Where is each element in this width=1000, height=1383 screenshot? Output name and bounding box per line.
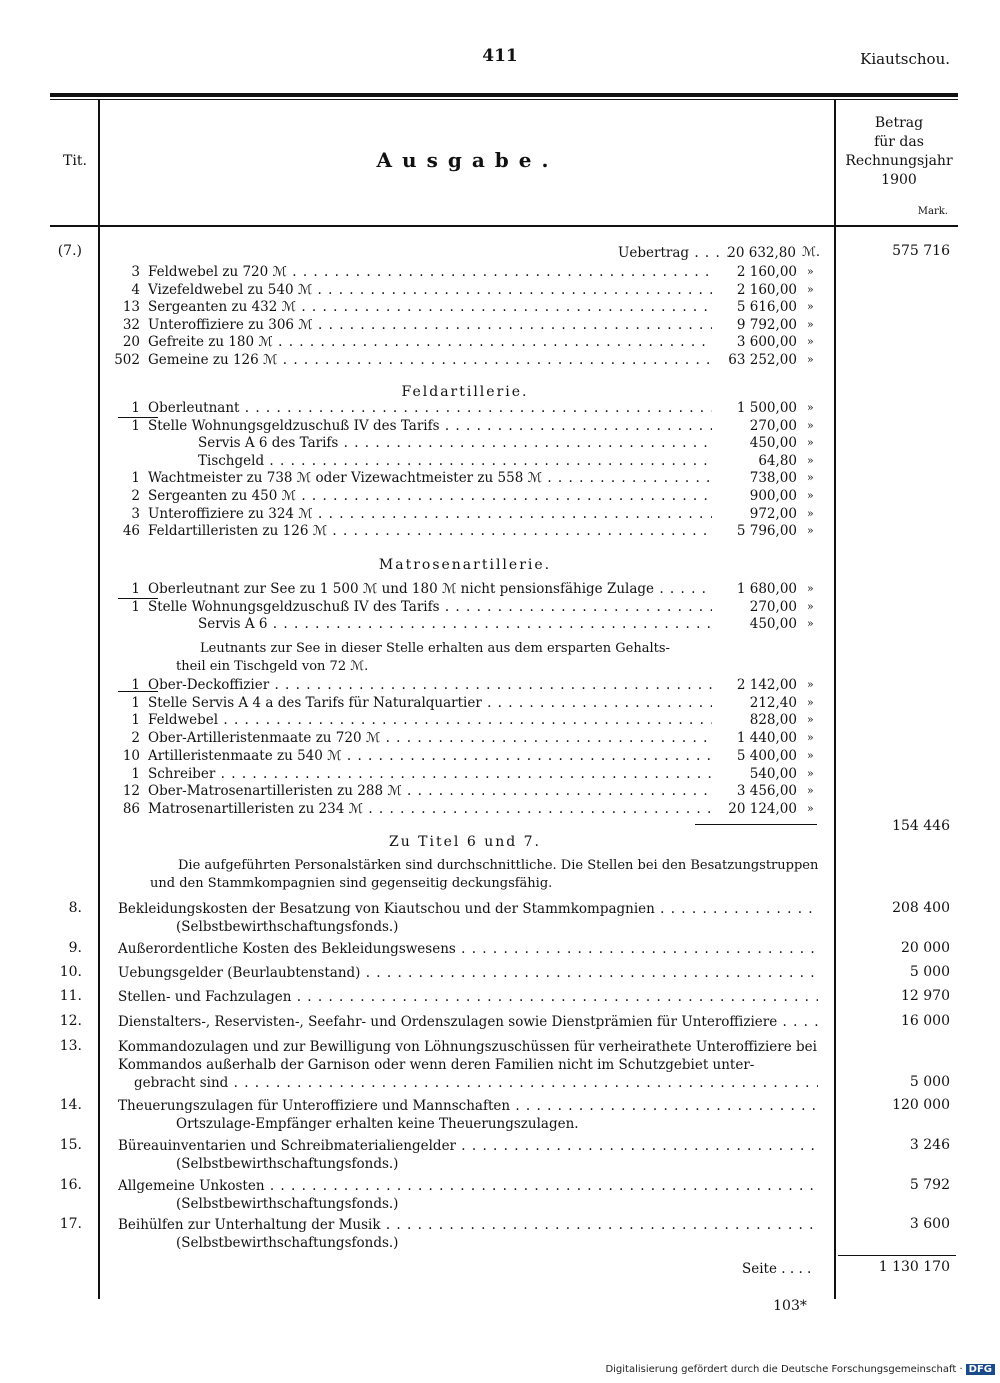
line-item bbox=[100, 434, 830, 452]
line-item-amount: 3 456,00 bbox=[736, 783, 797, 800]
line-item bbox=[100, 316, 830, 334]
line-item bbox=[100, 263, 830, 281]
line-item-amount: 2 142,00 bbox=[736, 677, 797, 693]
unit-header: Mark. bbox=[917, 206, 948, 217]
ditto-mark: » bbox=[807, 801, 814, 815]
line-item bbox=[100, 615, 830, 633]
top-rule-thin bbox=[50, 99, 958, 100]
line-item-label: Stelle Wohnungsgeldzuschuß IV des Tarifs . . . bbox=[148, 598, 712, 616]
betrag-header bbox=[838, 114, 960, 190]
line-item-label: Ober-Artilleristenmaate zu 720 ℳ . . . bbox=[148, 729, 712, 747]
ditto-mark: » bbox=[807, 335, 814, 348]
header-rule bbox=[50, 225, 958, 227]
title-text-line: Außerordentliche Kosten des Bekleidungswesens . . . bbox=[118, 940, 818, 958]
line-item-count: 3 bbox=[131, 505, 140, 522]
ditto-mark: » bbox=[807, 436, 814, 450]
total-seite: 1 130 170 bbox=[878, 1259, 950, 1275]
ditto-mark: » bbox=[807, 317, 814, 331]
dfg-credit-text: Digitalisierung gefördert durch die Deutsche Forschungsgemeinschaft · bbox=[605, 1364, 963, 1375]
line-item-label: Vizefeldwebel zu 540 ℳ . . . bbox=[148, 281, 712, 299]
seite-row bbox=[720, 1260, 830, 1278]
line-item bbox=[100, 711, 830, 729]
line-item-count: 10 bbox=[122, 747, 140, 764]
line-item-amount: 63 252,00 bbox=[728, 351, 797, 368]
ditto-mark: » bbox=[807, 599, 814, 613]
title-text-line: (Selbstbewirthschaftungsfonds.) bbox=[176, 1156, 399, 1172]
line-item-count: 1 bbox=[131, 417, 140, 434]
note-line: theil ein Tischgeld von 72 ℳ. bbox=[176, 659, 369, 674]
title-text-line: (Selbstbewirthschaftungsfonds.) bbox=[176, 919, 399, 935]
line-item bbox=[100, 417, 830, 435]
line-item-label: Feldartilleristen zu 126 ℳ . . . bbox=[148, 522, 712, 540]
line-item bbox=[100, 800, 830, 818]
line-item-count: 86 bbox=[122, 800, 140, 817]
line-item bbox=[100, 351, 830, 369]
line-item-amount: 20 124,00 bbox=[728, 800, 797, 817]
line-item-amount: 270,00 bbox=[749, 417, 797, 434]
title-total: 3 600 bbox=[909, 1216, 950, 1232]
title-number: 9. bbox=[68, 940, 82, 956]
line-item-label: Sergeanten zu 450 ℳ . . . bbox=[148, 487, 712, 505]
line-item bbox=[100, 676, 830, 694]
title-total: 12 970 bbox=[901, 988, 950, 1004]
ditto-mark: » bbox=[807, 695, 814, 709]
title-total: 5 792 bbox=[909, 1177, 950, 1193]
titel-note bbox=[118, 857, 823, 893]
line-item-count: 502 bbox=[114, 351, 140, 368]
line-item-label: Feldwebel zu 720 ℳ . . . bbox=[148, 263, 712, 281]
ditto-mark: » bbox=[807, 282, 814, 296]
heading-matrosenartillerie: Matrosenartillerie. bbox=[378, 557, 552, 573]
title-text-line: (Selbstbewirthschaftungsfonds.) bbox=[176, 1196, 399, 1212]
ditto-mark: » bbox=[807, 506, 814, 520]
line-item bbox=[100, 694, 830, 712]
title-text-line: Bekleidungskosten der Besatzung von Kiautschou und der Stammkompagnien . . . bbox=[118, 900, 818, 918]
ditto-mark: » bbox=[807, 401, 814, 414]
line-item-label: Unteroffiziere zu 324 ℳ . . . bbox=[148, 505, 712, 523]
ditto-mark: » bbox=[807, 713, 814, 727]
title-text-line: Theuerungszulagen für Unteroffiziere und Mannschaften . . . bbox=[118, 1097, 818, 1115]
line-item-label: Gefreite zu 180 ℳ . . . bbox=[148, 333, 712, 351]
title-text-line: Beihülfen zur Unterhaltung der Musik . . . bbox=[118, 1216, 818, 1234]
top-rule bbox=[50, 93, 958, 97]
uebertrag-row bbox=[560, 244, 830, 262]
ditto-mark: » bbox=[807, 731, 814, 745]
line-item bbox=[100, 469, 830, 487]
title-total: 5 000 bbox=[909, 1074, 950, 1090]
line-item-label: Wachtmeister zu 738 ℳ oder Vizewachtmeister zu 558 ℳ . . . bbox=[148, 469, 712, 487]
betrag-line-3: Rechnungsjahr bbox=[845, 153, 953, 169]
line-item-amount: 1 440,00 bbox=[736, 730, 797, 747]
column-rule-right bbox=[834, 99, 836, 1299]
line-item-count: 2 bbox=[131, 730, 140, 747]
line-item bbox=[100, 598, 830, 616]
line-item-count: 2 bbox=[131, 488, 140, 504]
ditto-mark: » bbox=[807, 678, 814, 691]
line-item-amount: 5 400,00 bbox=[736, 747, 797, 764]
line-item-count: 1 bbox=[131, 694, 140, 711]
line-item-amount: 212,40 bbox=[749, 694, 797, 711]
title-number: 8. bbox=[68, 900, 82, 916]
line-item-label: Servis A 6 des Tarifs . . . bbox=[198, 434, 712, 452]
line-item-amount: 9 792,00 bbox=[736, 316, 797, 333]
sum-rule bbox=[695, 824, 817, 825]
line-item-amount: 5 796,00 bbox=[736, 523, 797, 540]
ditto-mark: » bbox=[807, 524, 814, 538]
betrag-line-1: Betrag bbox=[874, 115, 924, 131]
leutnant-note bbox=[176, 640, 820, 676]
lit-header: Tit. bbox=[63, 153, 87, 169]
dfg-logo: DFG bbox=[966, 1364, 995, 1375]
line-item bbox=[100, 333, 830, 351]
ditto-mark: » bbox=[807, 352, 814, 366]
page-title: Ausgabe. bbox=[376, 148, 559, 172]
title-text-line: Allgemeine Unkosten . . . bbox=[118, 1177, 818, 1195]
betrag-line-2: für das bbox=[874, 134, 924, 150]
title-total: 16 000 bbox=[901, 1013, 950, 1029]
note-line: und den Stammkompagnien sind gegenseitig deckungsfähig. bbox=[150, 876, 553, 891]
line-item-amount: 64,80 bbox=[758, 452, 797, 469]
line-item bbox=[100, 782, 830, 800]
title-number: 16. bbox=[59, 1177, 82, 1193]
line-item-label: Oberleutnant zur See zu 1 500 ℳ und 180 ℳ nicht pensionsfähige Zulage . . . bbox=[148, 580, 712, 598]
title-text-line: Kommandozulagen und zur Bewilligung von Löhnungszuschüssen für verheirathete Unteroffiziere bei bbox=[118, 1039, 817, 1055]
line-item-label: Gemeine zu 126 ℳ . . . bbox=[148, 351, 712, 369]
line-item-amount: 2 160,00 bbox=[736, 281, 797, 298]
uebertrag-amount: 20 632,80 bbox=[727, 245, 796, 261]
line-item bbox=[100, 281, 830, 299]
footer-number: 103* bbox=[773, 1298, 807, 1314]
line-item-count: 46 bbox=[122, 523, 140, 540]
line-item-amount: 270,00 bbox=[749, 598, 797, 615]
title-number: 12. bbox=[59, 1013, 82, 1029]
line-item-label: Ober-Deckoffizier . . . bbox=[148, 676, 712, 694]
title-text-line: gebracht sind . . . bbox=[134, 1074, 818, 1092]
line-item-amount: 972,00 bbox=[749, 505, 797, 522]
line-item-amount: 450,00 bbox=[749, 435, 797, 452]
line-item bbox=[100, 505, 830, 523]
line-item-label: Tischgeld . . . bbox=[198, 452, 712, 470]
note-line: Die aufgeführten Personalstärken sind durchschnittliche. Die Stellen bei den Besatzungstruppen bbox=[178, 858, 819, 873]
ditto-mark: » bbox=[807, 766, 814, 780]
uebertrag-label: Uebertrag . . . bbox=[618, 244, 728, 262]
sum-rule bbox=[838, 1255, 956, 1256]
title-total: 20 000 bbox=[901, 940, 950, 956]
title-total: 120 000 bbox=[892, 1097, 950, 1113]
title-text-line: (Selbstbewirthschaftungsfonds.) bbox=[176, 1235, 399, 1251]
line-item-label: Feldwebel . . . bbox=[148, 711, 712, 729]
line-item bbox=[100, 765, 830, 783]
ditto-mark: » bbox=[807, 582, 814, 595]
line-item-count: 12 bbox=[122, 783, 140, 800]
title-text-line: Stellen- und Fachzulagen . . . bbox=[118, 988, 818, 1006]
ditto-mark: » bbox=[807, 418, 814, 432]
ditto-mark: » bbox=[807, 617, 814, 630]
line-item-amount: 828,00 bbox=[749, 712, 797, 729]
total-titel-7: 154 446 bbox=[892, 818, 950, 834]
note-line: Leutnants zur See in dieser Stelle erhalten aus dem ersparten Gehalts- bbox=[200, 641, 670, 656]
line-item-label: Artilleristenmaate zu 540 ℳ . . . bbox=[148, 747, 712, 765]
uebertrag-unit: ℳ. bbox=[802, 245, 821, 260]
line-item-label: Matrosenartilleristen zu 234 ℳ . . . bbox=[148, 800, 712, 818]
line-item-count: 1 bbox=[131, 677, 140, 693]
heading-zu-titel: Zu Titel 6 und 7. bbox=[388, 834, 541, 850]
line-item bbox=[100, 522, 830, 540]
line-item-amount: 3 600,00 bbox=[736, 334, 797, 350]
line-item-count: 1 bbox=[131, 581, 140, 597]
ditto-mark: » bbox=[807, 300, 814, 313]
line-item-count: 32 bbox=[122, 316, 140, 333]
line-item-label: Unteroffiziere zu 306 ℳ . . . bbox=[148, 316, 712, 334]
ditto-mark: » bbox=[807, 471, 814, 485]
line-item-count: 13 bbox=[122, 299, 140, 315]
lit-number: (7.) bbox=[57, 243, 82, 259]
title-total: 3 246 bbox=[909, 1137, 950, 1153]
ditto-mark: » bbox=[807, 748, 814, 762]
line-item bbox=[100, 729, 830, 747]
title-text-line: Uebungsgelder (Beurlaubtenstand) . . . bbox=[118, 964, 818, 982]
title-total: 5 000 bbox=[909, 964, 950, 980]
ditto-mark: » bbox=[807, 784, 814, 798]
ditto-mark: » bbox=[807, 453, 814, 467]
title-number: 11. bbox=[59, 988, 82, 1004]
line-item bbox=[100, 747, 830, 765]
line-item-count: 1 bbox=[131, 712, 140, 729]
line-item bbox=[100, 487, 830, 505]
line-item bbox=[100, 452, 830, 470]
title-number: 15. bbox=[59, 1137, 82, 1153]
line-item-amount: 738,00 bbox=[749, 470, 797, 487]
line-item-label: Stelle Wohnungsgeldzuschuß IV des Tarifs . . . bbox=[148, 417, 712, 435]
ditto-mark: » bbox=[807, 265, 814, 278]
line-item-amount: 900,00 bbox=[749, 488, 797, 504]
line-item bbox=[100, 399, 830, 417]
line-item-label: Servis A 6 . . . bbox=[198, 615, 712, 633]
total-uebertrag: 575 716 bbox=[892, 243, 950, 259]
title-number: 14. bbox=[59, 1097, 82, 1113]
line-item-amount: 450,00 bbox=[749, 616, 797, 632]
line-item-label: Sergeanten zu 432 ℳ . . . bbox=[148, 298, 712, 316]
line-item-count: 1 bbox=[131, 765, 140, 782]
line-item-count: 20 bbox=[122, 334, 140, 350]
line-item-label: Oberleutnant . . . bbox=[148, 399, 712, 417]
page-number: 411 bbox=[482, 46, 518, 66]
seite-label: Seite . . . . bbox=[742, 1261, 812, 1277]
title-number: 10. bbox=[59, 964, 82, 980]
line-item-count: 1 bbox=[131, 400, 140, 416]
ditto-mark: » bbox=[807, 489, 814, 502]
line-item-amount: 1 500,00 bbox=[736, 400, 797, 416]
line-item-count: 1 bbox=[131, 598, 140, 615]
line-item bbox=[100, 298, 830, 316]
line-item-amount: 540,00 bbox=[749, 765, 797, 782]
title-number: 17. bbox=[59, 1216, 82, 1232]
line-item-label: Stelle Servis A 4 a des Tarifs für Naturalquartier . . . bbox=[148, 694, 712, 712]
title-total: 208 400 bbox=[892, 900, 950, 916]
title-text-line: Dienstalters-, Reservisten-, Seefahr- und Ordenszulagen sowie Dienstprämien für Unteroffiziere . . . bbox=[118, 1013, 818, 1031]
running-head: Kiautschou. bbox=[860, 50, 950, 68]
line-item-amount: 1 680,00 bbox=[736, 581, 797, 597]
line-item-label: Schreiber . . . bbox=[148, 765, 712, 783]
betrag-line-4: 1900 bbox=[881, 172, 917, 188]
line-item bbox=[100, 580, 830, 598]
line-item-count: 1 bbox=[131, 470, 140, 487]
line-item-amount: 5 616,00 bbox=[736, 299, 797, 315]
heading-feldartillerie: Feldartillerie. bbox=[401, 384, 529, 400]
title-text-line: Büreauinventarien und Schreibmaterialiengelder . . . bbox=[118, 1137, 818, 1155]
title-text-line: Ortszulage-Empfänger erhalten keine Theuerungszulagen. bbox=[176, 1116, 579, 1132]
dfg-credit bbox=[600, 1364, 995, 1375]
line-item-amount: 2 160,00 bbox=[736, 264, 797, 280]
line-item-count: 4 bbox=[131, 281, 140, 298]
line-item-count: 3 bbox=[131, 264, 140, 280]
title-text-line: Kommandos außerhalb der Garnison oder wenn deren Familien nicht im Schutzgebiet unter- bbox=[118, 1057, 755, 1073]
title-number: 13. bbox=[59, 1038, 82, 1054]
line-item-label: Ober-Matrosenartilleristen zu 288 ℳ . . . bbox=[148, 782, 712, 800]
